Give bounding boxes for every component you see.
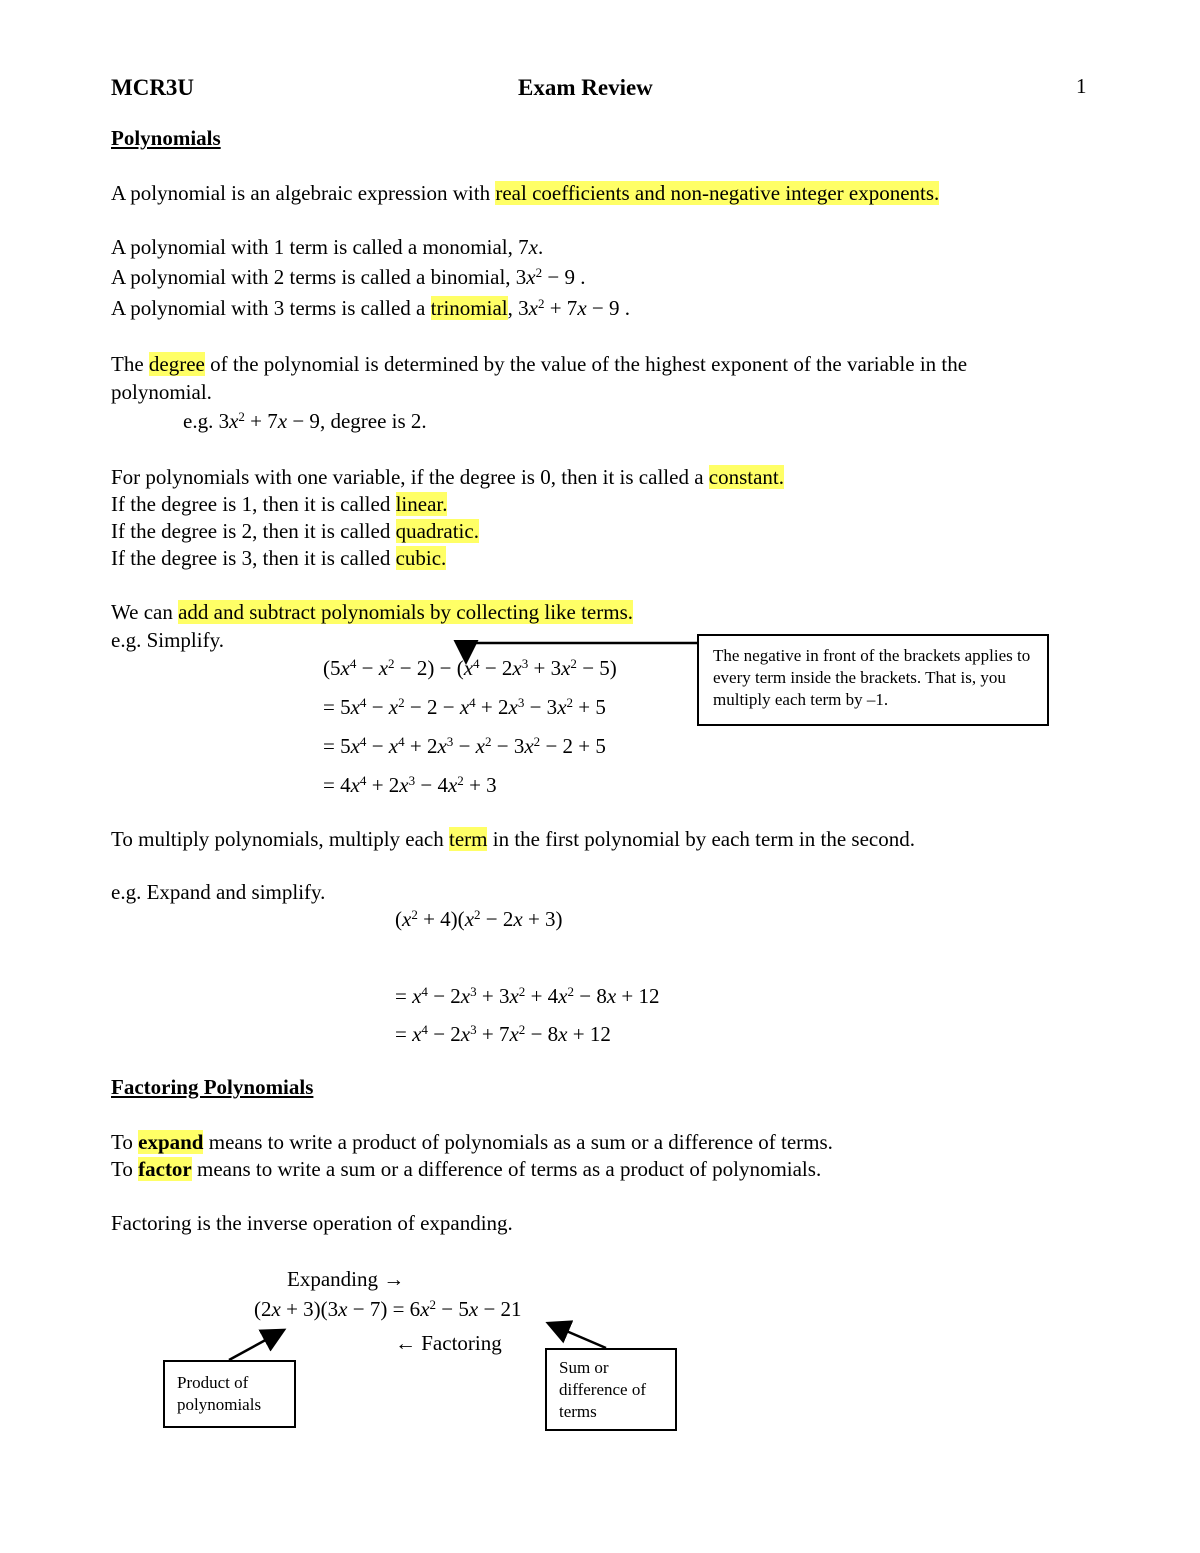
- add-prefix: We can: [111, 600, 179, 624]
- section-heading-factoring: Factoring Polynomials: [111, 1075, 314, 1099]
- expand-step-1: $(x^2 + 4)(x^2 - 2x + 3)$: [395, 906, 563, 931]
- degree-prefix: The: [111, 352, 149, 376]
- monomial-text: A polynomial with 1 term is called a monomial,: [111, 235, 513, 259]
- degree-example-prefix: e.g.: [183, 409, 214, 433]
- expand-step-2: = $x^4 - 2x^3 + 3x^2 + 4x^2 - 8x + 12$: [395, 983, 660, 1008]
- constant-word: constant.: [708, 465, 784, 489]
- trinomial-example: $3x^2 + 7x - 9$: [518, 295, 620, 320]
- trinomial-word: trinomial: [430, 296, 508, 320]
- monomial-line: A polynomial with 1 term is called a monomial, 7x.: [111, 235, 544, 259]
- factor-equation: $(2x + 3)(3x - 7) = 6x^2 - 5x - 21$: [254, 1296, 522, 1321]
- negative-callout-text: The negative in front of the brackets applies to every term inside the brackets. That is, you multiply each term by –1.: [713, 646, 1031, 710]
- degree-word: degree: [148, 352, 205, 376]
- degree-example-expression: $3x^2 + 7x - 9$: [218, 408, 320, 433]
- page-title: Exam Review: [518, 75, 653, 100]
- constant-prefix: For polynomials with one variable, if the degree is 0, then it is called a: [111, 465, 709, 489]
- binomial-line: A polynomial with 2 terms is called a binomial, $3x^2 - 9$ .: [111, 264, 586, 289]
- expand-label: e.g. Expand and simplify.: [111, 880, 326, 904]
- linear-prefix: If the degree is 1, then it is called: [111, 492, 396, 516]
- factoring-label: ← Factoring: [395, 1331, 502, 1355]
- binomial-example: $3x^2 - 9$: [515, 264, 575, 289]
- trinomial-prefix: A polynomial with 3 terms is called a: [111, 296, 431, 320]
- degree-example-suffix: , degree is 2.: [319, 409, 427, 433]
- section-heading-polynomials: Polynomials: [111, 126, 221, 150]
- expanding-label: Expanding →: [287, 1267, 405, 1291]
- binomial-text: A polynomial with 2 terms is called a binomial,: [111, 265, 511, 289]
- inverse-line: Factoring is the inverse operation of expanding.: [111, 1211, 513, 1235]
- definition-prefix: A polynomial is an algebraic expression with: [111, 181, 496, 205]
- degree-rest-1: of the polynomial is determined by the value of the highest exponent of the variable in the: [204, 352, 968, 376]
- monomial-example: 7x: [518, 235, 538, 259]
- product-box-text: Product of polynomials: [177, 1373, 262, 1415]
- simplify-step-2: = $5x^4 - x^2 - 2 - x^4 + 2x^3 - 3x^2 + 5$: [323, 694, 606, 719]
- factor-rest: means to write a sum or a difference of terms as a product of polynomials.: [191, 1157, 822, 1181]
- simplify-step-4: = $4x^4 + 2x^3 - 4x^2 + 3$: [323, 772, 497, 797]
- simplify-step-1: $(5x^4 - x^2 - 2) - (x^4 - 2x^3 + 3x^2 - 5)$: [323, 655, 617, 680]
- callout-arrow: [466, 643, 697, 660]
- definition-highlight: real coefficients and non-negative integer exponents.: [495, 181, 940, 205]
- factor-to: To: [111, 1157, 139, 1181]
- linear-word: linear.: [395, 492, 448, 516]
- multiply-prefix: To multiply polynomials, multiply each: [111, 827, 449, 851]
- degree-line-2: polynomial.: [111, 380, 212, 404]
- factor-word: factor: [138, 1157, 192, 1181]
- expand-to: To: [111, 1130, 139, 1154]
- sum-box-text: Sum or difference of terms: [559, 1358, 646, 1422]
- expand-word: expand: [138, 1130, 204, 1154]
- multiply-word: term: [449, 827, 488, 851]
- product-arrow: [229, 1331, 282, 1360]
- quadratic-word: quadratic.: [395, 519, 479, 543]
- add-highlight: add and subtract polynomials by collecting like terms.: [178, 600, 634, 624]
- simplify-label: e.g. Simplify.: [111, 628, 224, 652]
- trinomial-line: A polynomial with 3 terms is called a trinomial, $3x^2 + 7x - 9$ .: [111, 295, 630, 320]
- cubic-word: cubic.: [395, 546, 447, 570]
- page-number: 1: [1076, 74, 1087, 98]
- multiply-suffix: in the first polynomial by each term in the second.: [487, 827, 915, 851]
- quadratic-prefix: If the degree is 2, then it is called: [111, 519, 396, 543]
- expand-step-3: = $x^4 - 2x^3 + 7x^2 - 8x + 12$: [395, 1021, 611, 1046]
- expand-rest: means to write a product of polynomials as a sum or a difference of terms.: [203, 1130, 833, 1154]
- simplify-step-3: = $5x^4 - x^4 + 2x^3 - x^2 - 3x^2 - 2 + 5$: [323, 733, 606, 758]
- cubic-prefix: If the degree is 3, then it is called: [111, 546, 396, 570]
- sum-arrow: [550, 1324, 606, 1348]
- course-code: MCR3U: [111, 75, 195, 100]
